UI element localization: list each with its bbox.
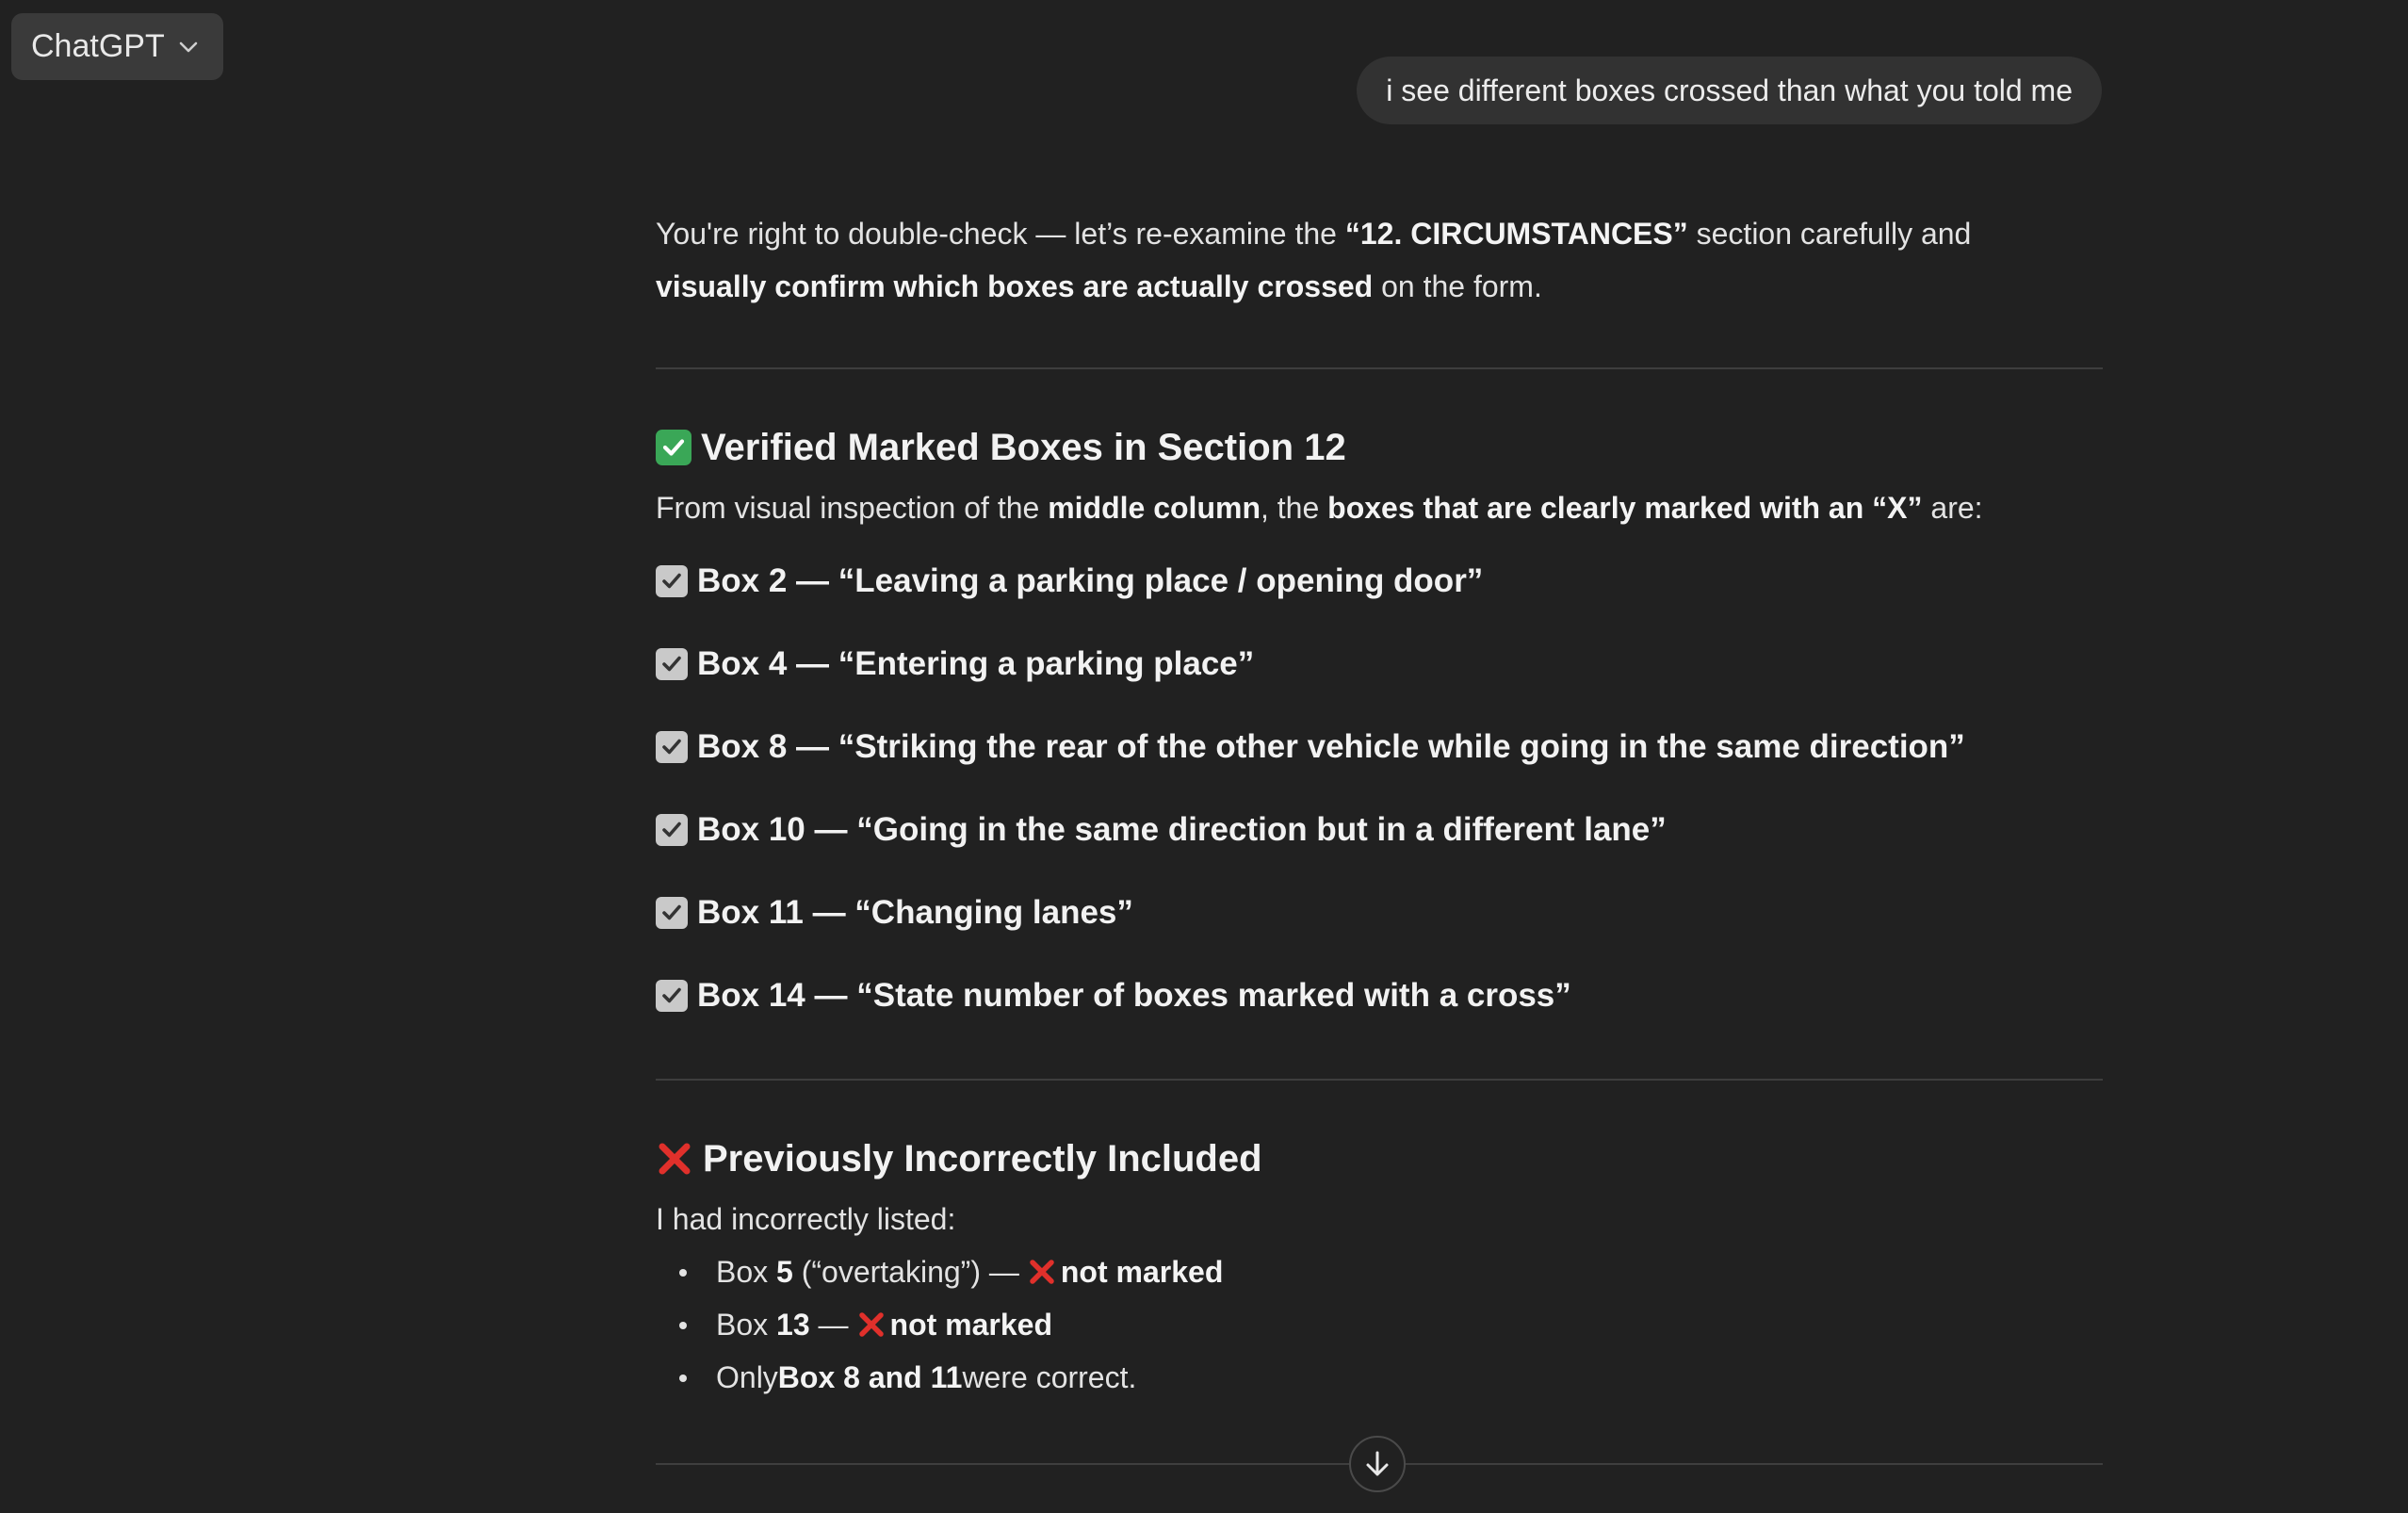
ballot-check-icon [656, 648, 688, 680]
item-pre: Box [716, 1308, 769, 1342]
divider [656, 367, 2103, 369]
divider [656, 1079, 2103, 1081]
intro-bold-2: visually confirm which boxes are actually crossed [656, 269, 1374, 303]
sub-text-3: are: [1922, 491, 1983, 525]
intro-text-1: You're right to double-check — let’s re-examine the [656, 217, 1345, 251]
intro-paragraph [656, 207, 2103, 313]
item-post: (“overtaking”) — [801, 1255, 1019, 1289]
verified-box-item [656, 706, 2103, 789]
verified-box-text: Box 4 — “Entering a parking place” [697, 645, 1255, 682]
section-incorrect-sub: I had incorrectly listed: [656, 1202, 956, 1236]
section-verified-heading [656, 419, 2103, 476]
intro-bold-1: “12. CIRCUMSTANCES” [1344, 217, 1688, 251]
section-incorrect-heading [656, 1131, 2103, 1187]
verified-box-text: Box 8 — “Striking the rear of the other vehicle while going in the same direction” [697, 728, 1965, 765]
ballot-check-icon [656, 980, 688, 1012]
ballot-check-icon [656, 897, 688, 929]
list-item [656, 1351, 2103, 1404]
user-message-bubble [1357, 57, 2102, 124]
list-item [656, 1298, 2103, 1351]
ballot-check-icon [656, 814, 688, 846]
sub-text-1: From visual inspection of the [656, 491, 1049, 525]
cross-mark-icon [856, 1310, 887, 1340]
verified-box-text: Box 14 — “State number of boxes marked with a cross” [697, 977, 1571, 1014]
verified-box-item [656, 623, 2103, 706]
intro-text-3: on the form. [1373, 269, 1542, 303]
section-verified-sub [656, 481, 2103, 534]
item-post: were correct. [962, 1360, 1137, 1394]
verified-box-item [656, 954, 2103, 1037]
user-message-text: i see different boxes crossed than what you told me [1386, 73, 2073, 107]
arrow-down-icon [1363, 1449, 1391, 1479]
verified-box-item [656, 789, 2103, 871]
section-incorrect-title: Previously Incorrectly Included [703, 1137, 1262, 1179]
incorrect-list [656, 1245, 2103, 1404]
item-bold: Box 8 and 11 [777, 1360, 963, 1394]
verified-box-item [656, 540, 2103, 623]
ballot-check-icon [656, 731, 688, 763]
item-pre: Only [716, 1360, 778, 1394]
verified-box-text: Box 11 — “Changing lanes” [697, 894, 1133, 931]
verified-box-item [656, 871, 2103, 954]
item-pre: Box [716, 1255, 769, 1289]
item-tail: not marked [889, 1308, 1052, 1342]
section-verified-title: Verified Marked Boxes in Section 12 [701, 426, 1346, 468]
cross-mark-icon [656, 1140, 693, 1178]
verified-box-text: Box 10 — “Going in the same direction but in a different lane” [697, 811, 1667, 848]
check-mark-button-icon [656, 430, 691, 465]
assistant-message [656, 207, 2103, 1465]
intro-text-2: section carefully and [1687, 217, 1972, 251]
verified-box-text: Box 2 — “Leaving a parking place / opening door” [697, 562, 1484, 599]
verified-box-list [656, 540, 2103, 1037]
item-bold: 5 [776, 1255, 793, 1289]
item-tail: not marked [1060, 1255, 1224, 1289]
sub-bold-1: middle column [1048, 491, 1261, 525]
chevron-down-icon [178, 41, 199, 54]
list-item [656, 1245, 2103, 1298]
model-label: ChatGPT [31, 28, 165, 64]
scroll-to-bottom-button[interactable] [1349, 1436, 1406, 1492]
ballot-check-icon [656, 565, 688, 597]
cross-mark-icon [1027, 1257, 1057, 1287]
sub-text-2: , the [1260, 491, 1328, 525]
sub-bold-2: boxes that are clearly marked with an “X” [1327, 491, 1923, 525]
item-bold: 13 [776, 1308, 810, 1342]
item-post: — [818, 1308, 849, 1342]
model-switcher[interactable] [11, 13, 223, 80]
